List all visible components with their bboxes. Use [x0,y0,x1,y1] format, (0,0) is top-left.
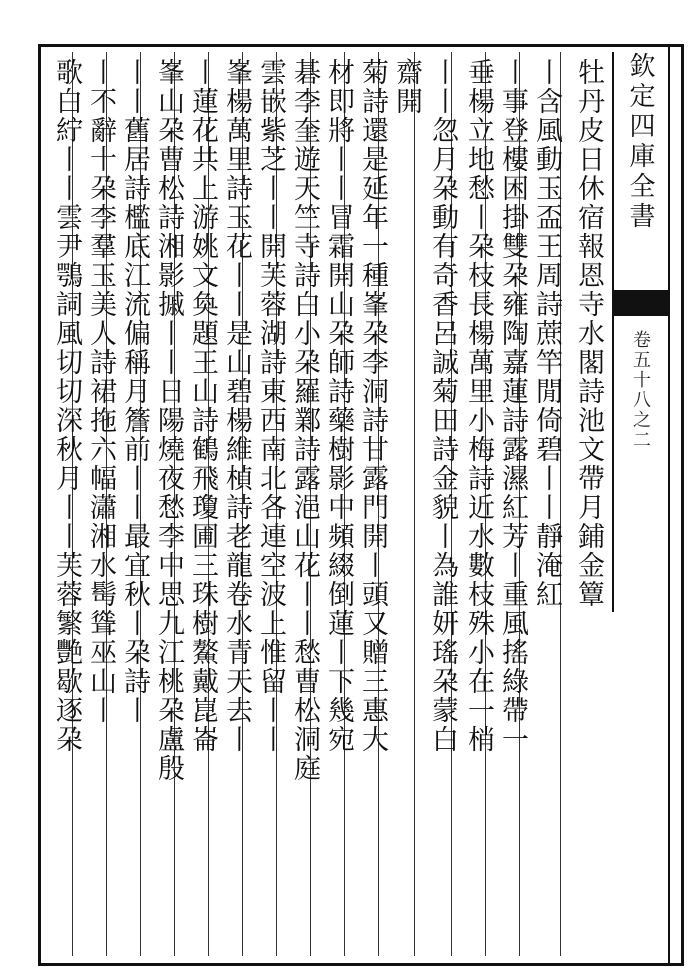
fish-tail-mark [612,290,668,316]
text-column-9: 碁李奎遊天竺寺詩白小朶羅鄴詩露浥山花丨丨愁曹松洞庭 [289,58,320,783]
margin-rule [668,44,670,964]
text-column-5: 丨丨忽月朶動有奇香呂誠菊田詩金貌丨為誰妍瑤朶蒙白 [427,58,458,754]
text-column-4: 垂楊立地愁丨朶枝長楊萬里小梅詩近水數枝殊小在一梢 [463,58,494,754]
text-column-8: 材即將丨丨冒霜開山朶師詩藥樹影中頻綴倒蓮丨下幾宛 [323,58,354,754]
text-column-1: 牡丹皮日休宿報恩寺水閣詩池文帶月鋪金簟 [573,58,604,609]
text-column-11: 峯楊萬里詩玉花丨丨是山碧楊維楨詩老龍卷水青天去丨 [221,58,252,754]
text-column-7: 菊詩還是延年一種峯朶李洞詩甘露門開丨頭又贈三惠大 [357,58,388,754]
margin-title: 欽定四庫全書 [612,52,668,612]
text-column-10: 雲嵌紫芝丨丨開芙蓉湖詩東西南北各連空波上惟留丨丨 [255,58,286,754]
text-column-12: 丨蓮花共上游姚文奐題王山詩鶴飛瓊圃三珠樹鰲戴崑崙 [187,58,218,754]
text-column-15: 丨不辭十朶李羣玉美人詩裙拖六幅瀟湘水髩聳巫山丨 [85,58,116,725]
text-column-14: 丨丨舊居詩檻底江流偏稱月簷前丨丨最宜秋丨朶詩丨 [119,58,150,725]
text-column-13: 峯山朶曹松詩湘影摵丨丨日陽燒夜愁李中思九江桃朶盧殷 [153,58,184,783]
text-column-2: 丨含風動玉盃王周詩蔗竿閒倚碧丨丨靜淹紅 [531,58,562,609]
text-column-3: 丨事登樓困掛雙朶雍陶嘉蓮詩露濕紅芳丨重風搖綠帶一 [497,58,528,754]
text-column-16: 歌白紵丨丨雲尹鶚詞風切切深秋月丨丨芙蓉繁艷歇逐朶 [51,58,82,754]
margin-fascicle: 卷五十八之二 [630,330,651,450]
text-column-6: 齋開 [391,58,422,116]
